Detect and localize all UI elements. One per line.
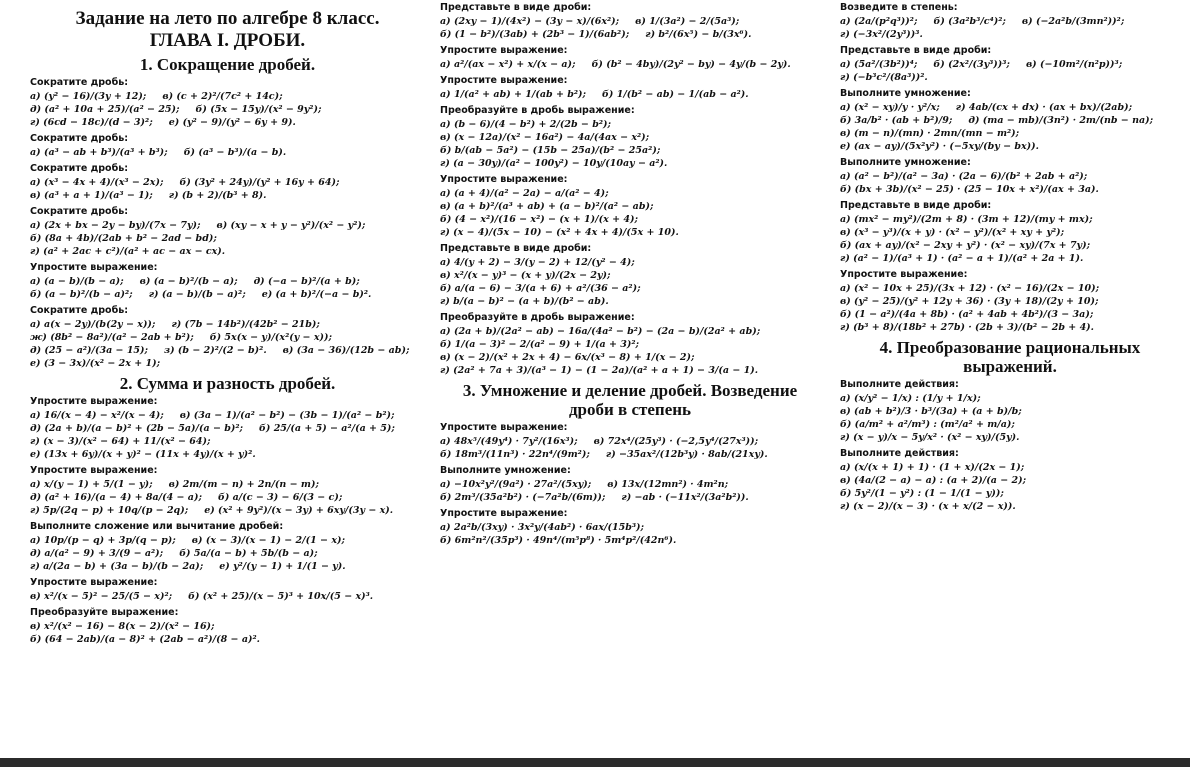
problem-list: [440, 118, 820, 170]
problem-list: [30, 534, 425, 573]
exercise-block: [840, 45, 1180, 84]
problem-item: в) 13x/(12mn²) · 4m²n;: [607, 479, 729, 490]
problem-item: а) (2a + b)/(2a² − ab) − 16a/(4a² − b²) − (2a − b)/(2a² + ab);: [440, 326, 761, 337]
exercise-block: [840, 157, 1180, 196]
problem-item: б) 1/(b² − ab) − 1/(ab − a²).: [602, 89, 749, 100]
problem-list: [840, 101, 1180, 153]
problem-item: в) (a³ + a + 1)/(a³ − 1);: [30, 190, 153, 201]
problem-item: г) b²/(6x⁵) − b/(3x⁶).: [645, 29, 752, 40]
problem-item: в) (c + 2)²/(7c² + 14c);: [162, 91, 283, 102]
exercise-instruction: Сократите дробь:: [30, 305, 129, 316]
problem-item: г) (b³ + 8)/(18b² + 27b) · (2b + 3)/(b² − 2b + 4).: [840, 322, 1094, 333]
section-heading: 4. Преобразование рациональных выражений.: [879, 338, 1141, 376]
problem-item: г) (7b − 14b²)/(42b² − 21b);: [171, 319, 320, 330]
problem-item: е) (x² + 9y²)/(x − 3y) + 6xy/(3y − x).: [204, 505, 394, 516]
column-2: [440, 0, 820, 551]
section-heading: 2. Сумма и разность дробей.: [119, 374, 336, 393]
problem-item: в) x²/(x − 5)² − 25/(5 − x)²;: [30, 591, 173, 602]
exercise-block: [840, 448, 1180, 513]
problem-item: а) 1/(a² + ab) + 1/(ab + b²);: [440, 89, 587, 100]
problem-list: [440, 478, 820, 504]
problem-item: б) (64 − 2ab)/(a − 8)² + (2ab − a²)/(8 − a)².: [30, 634, 260, 645]
problem-item: б) 1/(a − 3)² − 2/(a² − 9) + 1/(a + 3)²;: [440, 339, 640, 350]
problem-item: г) b/(a − b)² − (a + b)/(b² − ab).: [440, 296, 609, 307]
exercise-block: [840, 2, 1180, 41]
exercise-block: [440, 422, 820, 461]
problem-item: д) (a² + 16)/(a − 4) + 8a/(4 − a);: [30, 492, 202, 503]
exercise-instruction: Сократите дробь:: [30, 163, 129, 174]
problem-item: а) 10p/(p − q) + 3p/(q − p);: [30, 535, 176, 546]
problem-item: а) (x/y² − 1/x) : (1/y + 1/x);: [840, 393, 981, 404]
problem-item: а) (2xy − 1)/(4x²) − (3y − x)/(6x²);: [440, 16, 620, 27]
problem-item: б) a/(c − 3) − 6/(3 − c);: [217, 492, 343, 503]
problem-item: б) 3a/b² · (ab + b²)/9;: [840, 115, 953, 126]
problem-item: в) (x − 2)/(x² + 2x + 4) − 6x/(x³ − 8) + 1/(x − 2);: [440, 352, 695, 363]
problem-list: [30, 90, 425, 129]
section-heading: 3. Умножение и деление дробей. Возведение дроби в степень: [462, 381, 798, 419]
problem-item: в) x²/(x² − 16) − 8(x − 2)/(x² − 16);: [30, 621, 215, 632]
page-title: Задание на лето по алгебре 8 класс.: [75, 8, 380, 29]
problem-item: г) a/(2a − b) + (3a − b)/(b − 2a);: [30, 561, 204, 572]
exercise-block: [440, 243, 820, 308]
exercise-block: [840, 88, 1180, 153]
exercise-block: [440, 174, 820, 239]
exercise-instruction: Сократите дробь:: [30, 206, 129, 217]
bottom-bar: [0, 758, 1190, 767]
exercise-instruction: Упростите выражение:: [30, 577, 158, 588]
exercise-instruction: Упростите выражение:: [840, 269, 968, 280]
problem-item: а) 16/(x − 4) − x²/(x − 4);: [30, 410, 164, 421]
problem-item: в) 72x⁴/(25y³) · (−2,5y⁴/(27x³));: [593, 436, 759, 447]
problem-item: а) (x² − 10x + 25)/(3x + 12) · (x² − 16)/(2x − 10);: [840, 283, 1100, 294]
problem-item: б) (8a + 4b)/(2ab + b² − 2ad − bd);: [30, 233, 217, 244]
exercise-block: [440, 45, 820, 71]
problem-list: [30, 146, 425, 159]
problem-list: [840, 170, 1180, 196]
problem-item: в) (a + b)²/(a³ + ab) + (a − b)²/(a² − ab);: [440, 201, 654, 212]
problem-item: г) −35ax²/(12b³y) · 8ab/(21xy).: [605, 449, 768, 460]
exercise-instruction: Преобразуйте выражение:: [30, 607, 179, 618]
problem-list: [840, 282, 1180, 334]
problem-item: г) (−b³c²/(8a³))².: [840, 72, 928, 83]
problem-item: в) (ab + b²)/3 · b³/(3a) + (a + b)/b;: [840, 406, 1022, 417]
problem-item: е) y²/(y − 1) + 1/(1 − y).: [219, 561, 346, 572]
problem-list: [440, 256, 820, 308]
problem-item: б) (a/m² + a²/m³) : (m²/a² + m/a);: [840, 419, 1015, 430]
problem-item: б) 5x(x − y)/(x²(y − x));: [209, 332, 332, 343]
section-heading: 1. Сокращение дробей.: [139, 55, 316, 74]
exercise-instruction: Преобразуйте в дробь выражение:: [440, 105, 635, 116]
exercise-block: [30, 577, 425, 603]
problem-item: а) a(x − 2y)/(b(2y − x));: [30, 319, 156, 330]
problem-item: б) b/(ab − 5a²) − (15b − 25a)/(b² − 25a²);: [440, 145, 661, 156]
problem-item: е) (y² − 9)/(y² − 6y + 9).: [168, 117, 296, 128]
problem-item: а) (a³ − ab + b³)/(a³ + b³);: [30, 147, 168, 158]
problem-item: в) (3a − 36)/(12b − ab);: [282, 345, 410, 356]
problem-item: д) a/(a² − 9) + 3/(9 − a²);: [30, 548, 164, 559]
problem-item: а) 48x⁵/(49y⁴) · 7y²/(16x³);: [440, 436, 578, 447]
exercise-instruction: Выполните действия:: [840, 448, 959, 459]
exercise-block: [840, 200, 1180, 265]
exercise-block: [440, 312, 820, 377]
exercise-instruction: Выполните умножение:: [840, 157, 971, 168]
problem-item: д) (2a + b)/(a − b)² + (2b − 5a)/(a − b)²;: [30, 423, 244, 434]
problem-item: а) (2x + bx − 2y − by)/(7x − 7y);: [30, 220, 201, 231]
problem-item: б) (x² + 25)/(x − 5)³ + 10x/(5 − x)³.: [188, 591, 374, 602]
exercise-instruction: Выполните умножение:: [440, 465, 571, 476]
problem-item: а) (2a/(p²q³))²;: [840, 16, 918, 27]
problem-item: в) (4a/(2 − a) − a) : (a + 2)/(a − 2);: [840, 475, 1027, 486]
problem-item: д) (a² + 10a + 25)/(a² − 25);: [30, 104, 180, 115]
problem-item: а) −10x²y²/(9a²) · 27a²/(5xy);: [440, 479, 592, 490]
exercise-instruction: Представьте в виде дроби:: [840, 45, 992, 56]
problem-item: г) (a − b)/(b − a)²;: [148, 289, 246, 300]
exercise-block: [30, 396, 425, 461]
problem-item: б) (b² − 4by)/(2y² − by) − 4y/(b − 2y).: [591, 59, 791, 70]
exercise-block: [440, 75, 820, 101]
problem-item: б) (4 − x²)/(16 − x²) − (x + 1)/(x + 4);: [440, 214, 638, 225]
problem-item: а) (mx² − my²)/(2m + 8) · (3m + 12)/(my + mx);: [840, 214, 1093, 225]
problem-item: б) (1 − a²)/(4a + 8b) · (a² + 4ab + 4b²)/(3 − 3a);: [840, 309, 1094, 320]
problem-item: в) (xy − x + y − y²)/(x² − y²);: [216, 220, 366, 231]
problem-item: ж) (8b² − 8a²)/(a² − 2ab + b²);: [30, 332, 194, 343]
problem-item: б) (bx + 3b)/(x² − 25) · (25 − 10x + x²)/(ax + 3a).: [840, 184, 1099, 195]
exercise-block: [30, 77, 425, 129]
exercise-instruction: Упростите выражение:: [30, 396, 158, 407]
problem-list: [440, 58, 820, 71]
problem-item: а) (5a²/(3b²))⁴;: [840, 59, 918, 70]
problem-item: а) 2a²b/(3xy) · 3x²y/(4ab²) · 6ax/(15b³);: [440, 522, 645, 533]
problem-item: б) 5a/(a − b) + 5b/(b − a);: [179, 548, 318, 559]
problem-item: б) 25/(a + 5) − a²/(a + 5);: [259, 423, 395, 434]
problem-list: [30, 219, 425, 258]
exercise-instruction: Сократите дробь:: [30, 77, 129, 88]
problem-item: а) (x/(x + 1) + 1) · (1 + x)/(2x − 1);: [840, 462, 1025, 473]
exercise-block: [840, 379, 1180, 444]
problem-item: г) 5p/(2q − p) + 10q/(p − 2q);: [30, 505, 189, 516]
problem-item: в) (x − 12a)/(x² − 16a²) − 4a/(4ax − x²);: [440, 132, 650, 143]
problem-item: г) (x − 3)/(x² − 64) + 11/(x² − 64);: [30, 436, 211, 447]
problem-item: а) 4/(y + 2) − 3/(y − 2) + 12/(y² − 4);: [440, 257, 635, 268]
problem-item: б) (3a²b³/c⁴)²;: [933, 16, 1006, 27]
problem-item: б) (a − b)²/(b − a)²;: [30, 289, 133, 300]
problem-item: в) x²/(x − y)³ − (x + y)/(2x − 2y);: [440, 270, 611, 281]
column-3: [840, 0, 1180, 517]
problem-item: а) x/(y − 1) + 5/(1 − y);: [30, 479, 153, 490]
column-1: [30, 0, 425, 650]
problem-item: е) (13x + 6y)/(x + y)² − (11x + 4y)/(x + y)².: [30, 449, 256, 460]
exercise-instruction: Упростите выражение:: [440, 75, 568, 86]
exercise-instruction: Упростите выражение:: [440, 45, 568, 56]
problem-item: б) 6m²n²/(35p³) · 49n⁴/(m⁵p⁸) · 5m⁴p²/(42n⁶).: [440, 535, 677, 546]
problem-item: б) (3y² + 24y)/(y² + 16y + 64);: [179, 177, 340, 188]
exercise-instruction: Выполните умножение:: [840, 88, 971, 99]
problem-list: [440, 325, 820, 377]
problem-item: д) (ma − mb)/(3n²) · 2m/(nb − na);: [968, 115, 1154, 126]
problem-list: [30, 275, 425, 301]
problem-item: г) (a² − 1)/(a³ + 1) · (a² − a + 1)/(a² + 2a + 1).: [840, 253, 1084, 264]
exercise-block: [30, 465, 425, 517]
exercise-instruction: Преобразуйте в дробь выражение:: [440, 312, 635, 323]
problem-item: а) (x³ − 4x + 4)/(x³ − 2x);: [30, 177, 164, 188]
chapter-title: ГЛАВА I. ДРОБИ.: [149, 30, 306, 51]
exercise-block: [440, 508, 820, 547]
problem-list: [440, 435, 820, 461]
problem-item: в) (−2a²b/(3mn²))²;: [1021, 16, 1125, 27]
exercise-instruction: Упростите выражение:: [440, 422, 568, 433]
problem-list: [30, 590, 425, 603]
problem-list: [30, 176, 425, 202]
problem-item: г) (x − 2)/(x − 3) · (x + x/(2 − x)).: [840, 501, 1016, 512]
exercise-block: [30, 133, 425, 159]
exercise-block: [30, 521, 425, 573]
problem-list: [840, 15, 1180, 41]
exercise-block: [440, 465, 820, 504]
problem-item: б) (2x²/(3y³))³;: [933, 59, 1010, 70]
exercise-block: [30, 305, 425, 370]
problem-item: а) a²/(ax − x²) + x/(x − a);: [440, 59, 576, 70]
problem-list: [840, 392, 1180, 444]
problem-list: [840, 461, 1180, 513]
problem-item: в) (3a − 1)/(a² − b²) − (3b − 1)/(a² − b²);: [179, 410, 395, 421]
exercise-instruction: Представьте в виде дроби:: [440, 243, 592, 254]
exercise-block: [440, 105, 820, 170]
problem-list: [440, 88, 820, 101]
exercise-instruction: Выполните сложение или вычитание дробей:: [30, 521, 284, 532]
problem-item: б) 18m³/(11n³) · 22n⁴/(9m²);: [440, 449, 590, 460]
problem-item: в) 1/(3a²) − 2/(5a³);: [635, 16, 740, 27]
problem-item: е) (3 − 3x)/(x² − 2x + 1);: [30, 358, 161, 369]
problem-item: г) (2a² + 7a + 3)/(a³ − 1) − (1 − 2a)/(a² + a + 1) − 3/(a − 1).: [440, 365, 759, 376]
problem-item: в) (x − 3)/(x − 1) − 2/(1 − x);: [191, 535, 345, 546]
problem-list: [30, 409, 425, 461]
problem-list: [30, 318, 425, 370]
problem-item: б) 5y²/(1 − y²) : (1 − 1/(1 − y));: [840, 488, 1004, 499]
problem-item: а) (a² − b²)/(a² − 3a) · (2a − 6)/(b² + 2ab + a²);: [840, 171, 1088, 182]
exercise-instruction: Сократите дробь:: [30, 133, 129, 144]
problem-list: [840, 58, 1180, 84]
problem-item: а) (y² − 16)/(3y + 12);: [30, 91, 147, 102]
problem-item: з) (b − 2)²/(2 − b)².: [164, 345, 267, 356]
problem-item: г) (x − y)/x − 5y/x² · (x² − xy)/(5y).: [840, 432, 1020, 443]
problem-list: [440, 187, 820, 239]
problem-item: а) (a − b)/(b − a);: [30, 276, 124, 287]
problem-item: е) (a + b)²/(−a − b)².: [261, 289, 372, 300]
exercise-instruction: Представьте в виде дроби:: [440, 2, 592, 13]
problem-list: [840, 213, 1180, 265]
problem-item: г) (a² + 2ac + c²)/(a² + ac − ax − cx).: [30, 246, 226, 257]
exercise-instruction: Упростите выражение:: [440, 508, 568, 519]
problem-list: [440, 15, 820, 41]
exercise-instruction: Возведите в степень:: [840, 2, 958, 13]
exercise-block: [440, 2, 820, 41]
problem-item: г) (−3x²/(2y³))³.: [840, 29, 923, 40]
problem-item: б) a/(a − 6) − 3/(a + 6) + a²/(36 − a²);: [440, 283, 641, 294]
problem-item: б) 2m³/(35a²b²) · (−7a²b/(6m));: [440, 492, 606, 503]
problem-item: а) (a + 4)/(a² − 2a) − a/(a² − 4);: [440, 188, 609, 199]
exercise-block: [840, 269, 1180, 334]
exercise-instruction: Упростите выражение:: [440, 174, 568, 185]
exercise-instruction: Выполните действия:: [840, 379, 959, 390]
problem-item: д) (−a − b)²/(a + b);: [253, 276, 360, 287]
problem-item: г) 4ab/(cx + dx) · (ax + bx)/(2ab);: [955, 102, 1133, 113]
problem-item: в) (x³ − y³)/(x + y) · (x² − y²)/(x² + xy + y²);: [840, 227, 1065, 238]
exercise-block: [30, 262, 425, 301]
problem-item: в) 2m/(m − n) + 2n/(n − m);: [168, 479, 319, 490]
exercise-instruction: Упростите выражение:: [30, 262, 158, 273]
problem-item: г) (a − 30y)/(a² − 100y²) − 10y/(10ay − a²).: [440, 158, 668, 169]
problem-item: в) (a − b)²/(b − a);: [139, 276, 238, 287]
problem-item: г) (b + 2)/(b³ + 8).: [168, 190, 267, 201]
problem-item: в) (−10m²/(n²p))³;: [1025, 59, 1123, 70]
problem-item: б) (a³ − b³)/(a − b).: [183, 147, 287, 158]
problem-item: а) (b − 6)/(4 − b²) + 2/(2b − b²);: [440, 119, 612, 130]
problem-item: е) (ax − ay)/(5x²y²) · (−5xy/(by − bx)).: [840, 141, 1039, 152]
exercise-block: [30, 163, 425, 202]
problem-item: г) (x − 4)/(5x − 10) − (x² + 4x + 4)/(5x + 10).: [440, 227, 679, 238]
problem-item: г) −ab · (−11x²/(3a²b²)).: [621, 492, 749, 503]
exercise-block: [30, 607, 425, 646]
problem-item: в) (m − n)/(mn) · 2mn/(mn − m²);: [840, 128, 1020, 139]
problem-item: д) (25 − a²)/(3a − 15);: [30, 345, 149, 356]
exercise-instruction: Упростите выражение:: [30, 465, 158, 476]
exercise-block: [30, 206, 425, 258]
exercise-instruction: Представьте в виде дроби:: [840, 200, 992, 211]
problem-list: [30, 620, 425, 646]
problem-item: в) (y² − 25)/(y² + 12y + 36) · (3y + 18)/(2y + 10);: [840, 296, 1099, 307]
problem-item: б) (ax + ay)/(x² − 2xy + y²) · (x² − xy)/(7x + 7y);: [840, 240, 1091, 251]
problem-item: б) (1 − b²)/(3ab) + (2b³ − 1)/(6ab²);: [440, 29, 630, 40]
problem-list: [30, 478, 425, 517]
problem-item: г) (6cd − 18c)/(d − 3)²;: [30, 117, 153, 128]
problem-list: [440, 521, 820, 547]
problem-item: а) (x² − xy)/y · y²/x;: [840, 102, 940, 113]
problem-item: б) (5x − 15y)/(x² − 9y²);: [195, 104, 322, 115]
